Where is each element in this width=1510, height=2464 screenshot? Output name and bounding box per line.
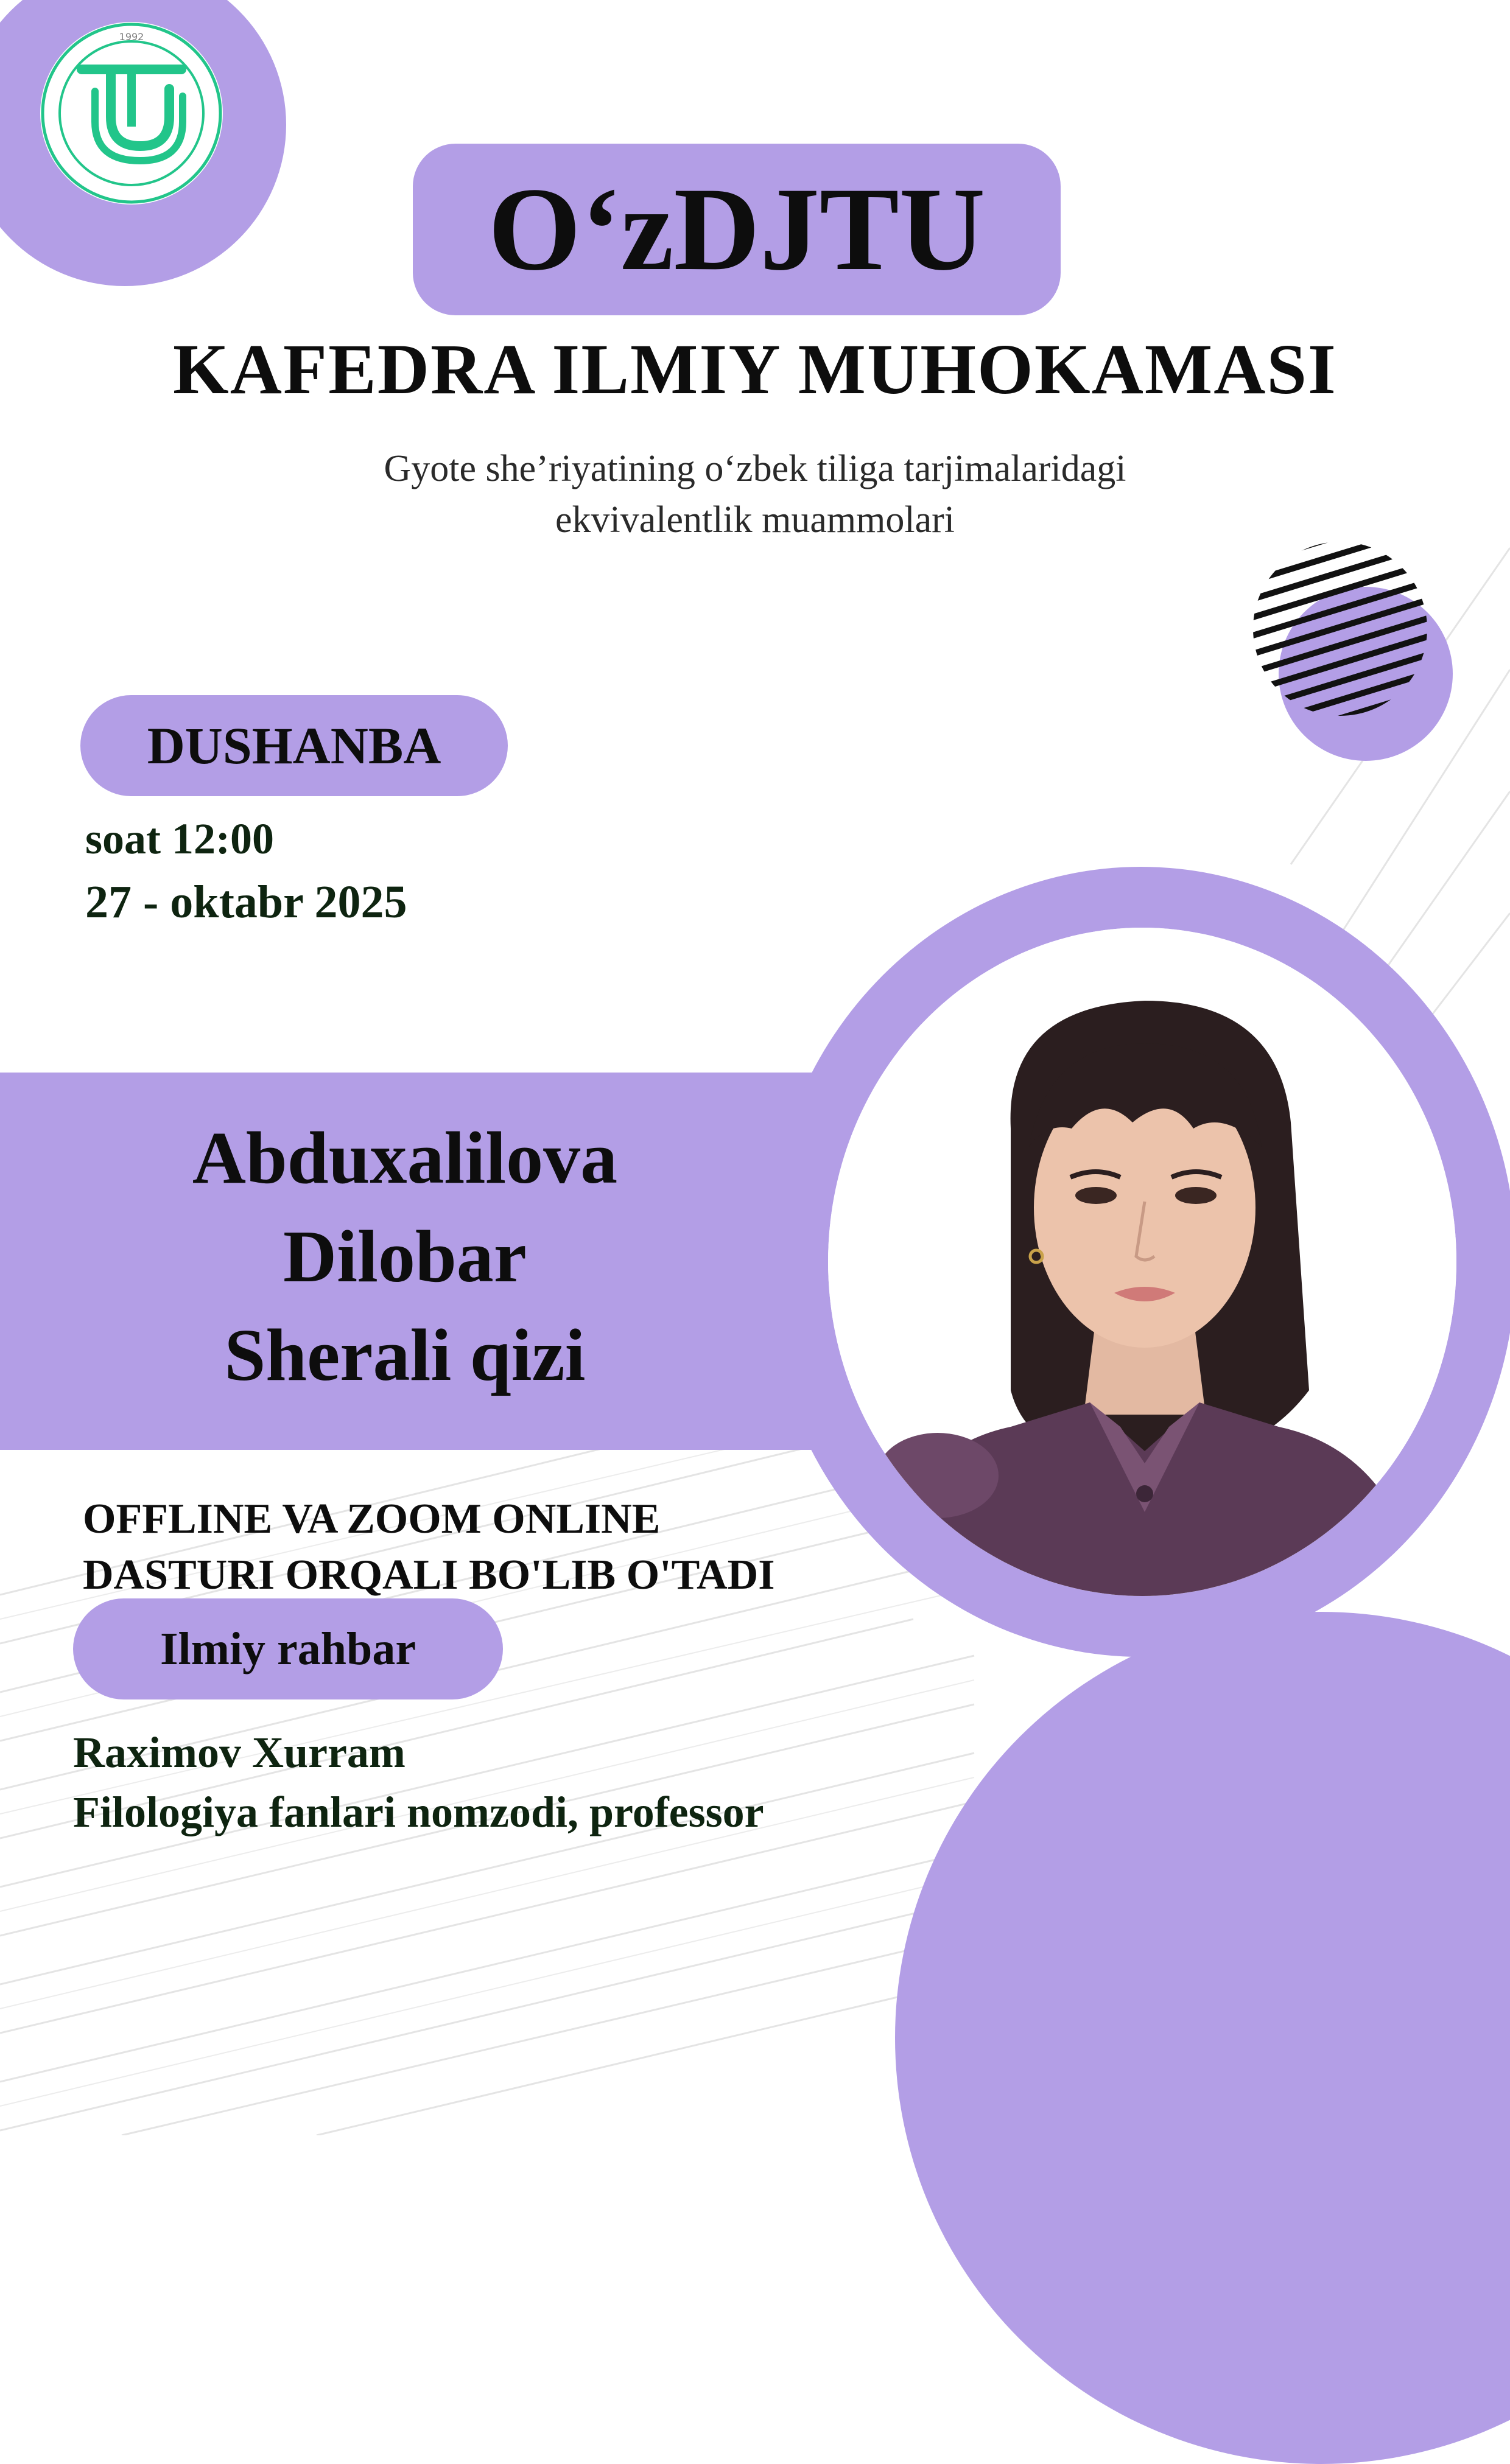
university-emblem-icon bbox=[38, 19, 225, 207]
format-line-1: OFFLINE VA ZOOM ONLINE bbox=[83, 1496, 661, 1542]
advisor-details bbox=[73, 1723, 764, 1842]
topic-line-2: ekvivalentlik muammolari bbox=[555, 499, 955, 541]
advisor-label: Ilmiy rahbar bbox=[160, 1623, 416, 1675]
speaker-name bbox=[0, 1109, 810, 1405]
speaker-photo bbox=[828, 928, 1456, 1596]
day-badge bbox=[80, 695, 508, 796]
format-line-2: DASTURI ORQALI BO'LIB O'TADI bbox=[83, 1552, 775, 1598]
speaker-surname: Abduxalilova bbox=[192, 1117, 618, 1199]
event-headline: KAFEDRA ILMIY MUHOKAMASI bbox=[173, 329, 1337, 409]
logo-year: 1992 bbox=[119, 31, 144, 43]
advisor-name: Raximov Xurram bbox=[73, 1728, 406, 1777]
topic-subtitle bbox=[0, 443, 1510, 545]
advisor-badge bbox=[73, 1598, 503, 1699]
organization-pill bbox=[413, 144, 1061, 315]
striped-circle-decoration bbox=[1253, 542, 1427, 716]
event-format bbox=[83, 1491, 774, 1603]
day-label: DUSHANBA bbox=[147, 716, 441, 775]
advisor-title: Filologiya fanlari nomzodi, professor bbox=[73, 1788, 764, 1836]
event-date: 27 - oktabr 2025 bbox=[85, 877, 407, 928]
event-time: soat 12:00 bbox=[85, 814, 274, 863]
organization-title: O‘zDJTU bbox=[488, 163, 986, 295]
speaker-patronymic: Sherali qizi bbox=[224, 1314, 586, 1396]
speaker-given-name: Dilobar bbox=[283, 1216, 527, 1298]
topic-line-1: Gyote she’riyatining o‘zbek tiliga tarjimalaridagi bbox=[384, 448, 1126, 489]
